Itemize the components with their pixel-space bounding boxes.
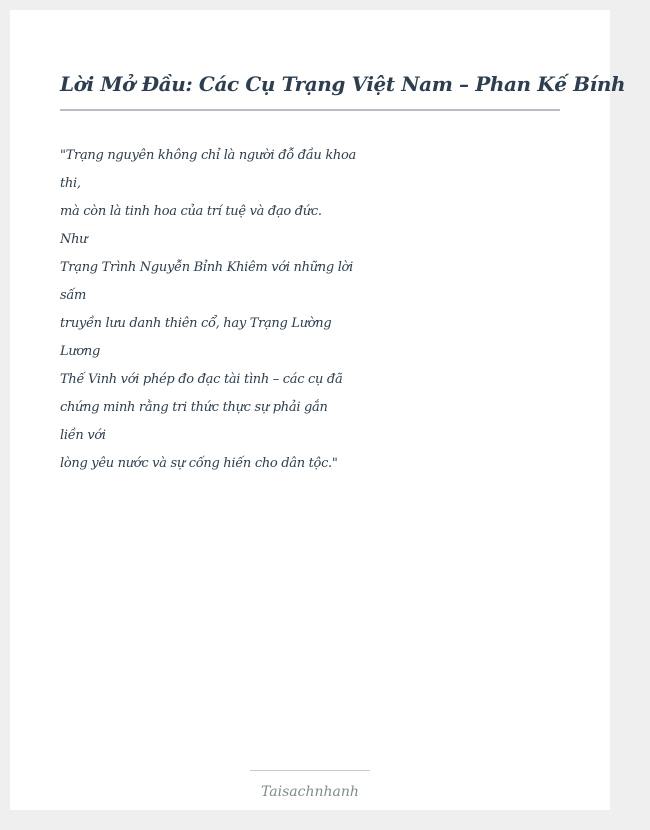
intro-quote — [60, 142, 400, 478]
quote-line: Thế Vinh với phép đo đạc tài tình – các cụ đã — [60, 372, 343, 387]
document-page — [10, 10, 626, 810]
page-title: Lời Mở Đầu: Các Cụ Trạng Việt Nam – Phan Kế Bính — [60, 72, 626, 96]
quote-line: mà còn là tinh hoa của trí tuệ và đạo đức. — [60, 204, 322, 219]
quote-line: liền với — [60, 428, 106, 443]
quote-line: "Trạng nguyên không chỉ là người đỗ đầu khoa — [60, 148, 356, 163]
quote-line: sấm — [60, 288, 87, 303]
quote-line: truyền lưu danh thiên cổ, hay Trạng Lường — [60, 316, 332, 331]
quote-line: Trạng Trình Nguyễn Bỉnh Khiêm với những lời — [60, 260, 353, 275]
title-divider — [60, 109, 560, 111]
quote-line: lòng yêu nước và sự cống hiến cho dân tộc." — [60, 456, 338, 471]
quote-line: Như — [60, 232, 88, 247]
quote-line: thi, — [60, 176, 81, 191]
footer-divider — [250, 770, 370, 771]
quote-line: chứng minh rằng tri thức thực sự phải gắn — [60, 400, 328, 415]
footer-brand: Taisachnhanh — [261, 784, 359, 800]
quote-line: Lương — [60, 344, 101, 359]
